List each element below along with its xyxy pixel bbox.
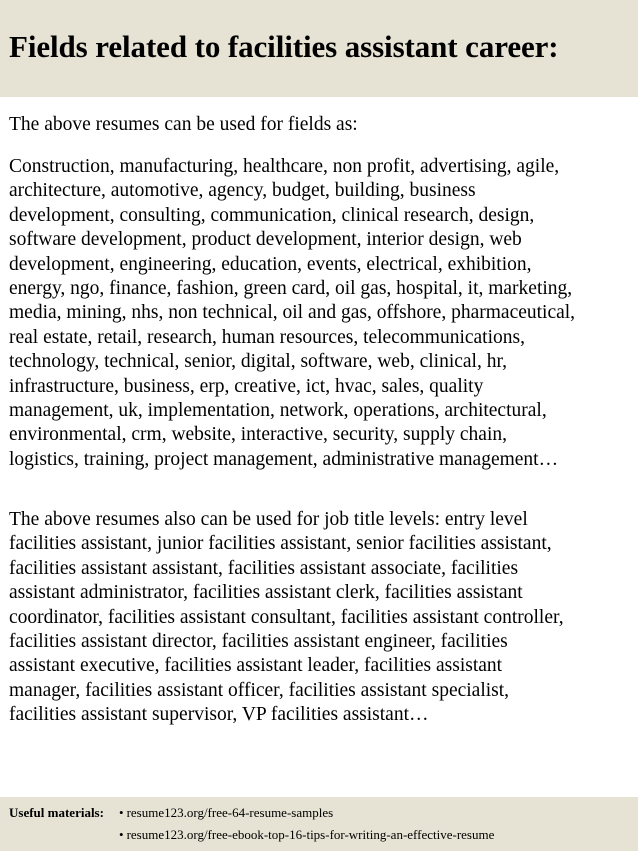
fields-line: real estate, retail, research, human resources, telecommunications, [9, 326, 525, 348]
job-levels-line: assistant administrator, facilities assistant clerk, facilities assistant [9, 582, 523, 604]
intro-text: The above resumes can be used for fields as: [9, 114, 358, 135]
fields-line: logistics, training, project management, administrative management… [9, 448, 559, 470]
useful-materials-label: Useful materials: [9, 805, 104, 820]
fields-line: development, engineering, education, events, electrical, exhibition, [9, 253, 532, 275]
bullet-icon: • [119, 827, 124, 842]
job-levels-line: facilities assistant assistant, facilities assistant associate, facilities [9, 557, 519, 579]
fields-line: media, mining, nhs, non technical, oil and gas, offshore, pharmaceutical, [9, 302, 576, 324]
fields-line: architecture, automotive, agency, budget, building, business [9, 180, 476, 202]
job-levels-line: facilities assistant supervisor, VP facilities assistant… [9, 704, 429, 726]
fields-paragraph [9, 155, 633, 472]
job-levels-line: The above resumes also can be used for job title levels: entry level [9, 509, 528, 530]
job-levels-line: manager, facilities assistant officer, facilities assistant specialist, [9, 679, 510, 701]
useful-materials-footer [0, 797, 638, 851]
job-levels-line: assistant executive, facilities assistant leader, facilities assistant [9, 655, 503, 677]
job-levels-line: facilities assistant, junior facilities assistant, senior facilities assistant, [9, 533, 552, 555]
resume-samples-link-text[interactable]: resume123.org/free-64-resume-samples [126, 805, 334, 820]
job-levels-line: coordinator, facilities assistant consultant, facilities assistant controller, [9, 606, 564, 628]
resume-tips-ebook-link[interactable] [119, 826, 494, 844]
fields-line: technology, technical, senior, digital, software, web, clinical, hr, [9, 351, 508, 373]
job-levels-line: facilities assistant director, facilities assistant engineer, facilities [9, 631, 508, 653]
resume-tips-ebook-link-text[interactable]: resume123.org/free-ebook-top-16-tips-for-writing-an-effective-resume [126, 827, 495, 842]
page-title: Fields related to facilities assistant career: [9, 29, 559, 64]
resume-samples-link[interactable] [119, 804, 333, 822]
fields-line: infrastructure, business, erp, creative, ict, hvac, sales, quality [9, 375, 484, 397]
fields-line: software development, product development, interior design, web [9, 229, 522, 251]
job-levels-paragraph [9, 508, 633, 728]
fields-line: Construction, manufacturing, healthcare, non profit, advertising, agile, [9, 156, 560, 177]
fields-line: energy, ngo, finance, fashion, green card, oil gas, hospital, it, marketing, [9, 278, 573, 300]
bullet-icon: • [119, 805, 124, 820]
fields-line: environmental, crm, website, interactive, security, supply chain, [9, 424, 507, 446]
fields-line: development, consulting, communication, clinical research, design, [9, 204, 535, 226]
fields-line: management, uk, implementation, network, operations, architectural, [9, 400, 547, 422]
title-banner [0, 0, 638, 97]
